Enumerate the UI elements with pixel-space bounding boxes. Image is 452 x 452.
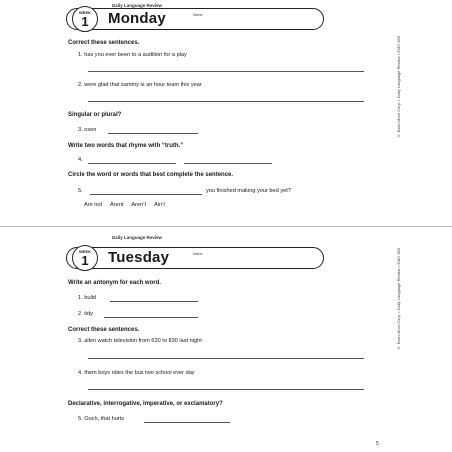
week-label: WEEK xyxy=(79,10,91,15)
week-badge xyxy=(72,6,98,32)
week-label: WEEK xyxy=(79,249,91,254)
question-2: 2. tidy xyxy=(78,311,93,317)
header-bar xyxy=(66,247,324,269)
choice-list xyxy=(84,202,173,208)
question-4: 4. them boys rides the bus two school ever day xyxy=(78,370,195,376)
week-number: 1 xyxy=(81,14,89,29)
section-heading-sentence-type: Declarative, interrogative, imperative, or exclamatory? xyxy=(68,401,223,407)
page-divider xyxy=(0,226,452,227)
question-1: 1. has you ever been to a audition for a play xyxy=(78,52,187,58)
section-heading-singular-plural: Singular or plural? xyxy=(68,112,122,118)
answer-line-3[interactable] xyxy=(108,133,198,134)
page-number: 5 xyxy=(376,441,379,447)
week-badge xyxy=(72,245,98,271)
answer-line-5[interactable] xyxy=(144,422,230,423)
question-3: 3. oxen xyxy=(78,127,97,133)
day-title: Monday xyxy=(108,10,166,27)
question-5: 5. xyxy=(78,188,83,194)
tuesday-worksheet xyxy=(0,232,452,452)
answer-line-5[interactable] xyxy=(90,194,202,195)
section-heading-correct: Correct these sentences. xyxy=(68,40,140,46)
header-bar xyxy=(66,8,324,30)
answer-line-4a[interactable] xyxy=(88,163,176,164)
answer-line-2[interactable] xyxy=(104,317,198,318)
review-label: Daily Language Review xyxy=(112,3,163,8)
name-label: Name: xyxy=(193,252,204,256)
question-3: 3. allen watch television from 630 to 830 last night xyxy=(78,338,202,344)
section-heading-circle: Circle the word or words that best complete the sentence. xyxy=(68,172,234,178)
question-4: 4. xyxy=(78,157,83,163)
copyright-side-text: © Evan-Moor Corp. • Daily Language Review • EMC 583 xyxy=(396,248,401,351)
week-number: 1 xyxy=(81,253,89,268)
answer-line-4[interactable] xyxy=(88,389,364,390)
question-5-continuation: you finished making your bed yet? xyxy=(206,188,291,194)
question-2: 2. were glad that sammy is an hour team this year xyxy=(78,82,202,88)
question-1: 1. build xyxy=(78,295,97,301)
answer-line-2[interactable] xyxy=(88,101,364,102)
choice-option[interactable]: Are not xyxy=(84,202,103,208)
section-heading-rhyme: Write two words that rhyme with “truth.” xyxy=(68,143,184,149)
day-title: Tuesday xyxy=(108,249,170,266)
answer-line-1[interactable] xyxy=(110,301,198,302)
question-5: 5. Ouch, that hurts xyxy=(78,416,125,422)
answer-line-1[interactable] xyxy=(88,71,364,72)
answer-line-3[interactable] xyxy=(88,358,364,359)
choice-option[interactable]: Arent xyxy=(110,202,124,208)
answer-line-4b[interactable] xyxy=(184,163,272,164)
section-heading-correct: Correct these sentences. xyxy=(68,327,140,333)
choice-option[interactable]: Ain’t xyxy=(154,202,165,208)
section-heading-antonym: Write an antonym for each word. xyxy=(68,280,161,286)
name-label: Name: xyxy=(193,13,204,17)
copyright-side-text: © Evan-Moor Corp. • Daily Language Review • EMC 583 xyxy=(396,36,401,139)
choice-option[interactable]: Aren’t xyxy=(131,202,147,208)
review-label: Daily Language Review xyxy=(112,235,163,240)
